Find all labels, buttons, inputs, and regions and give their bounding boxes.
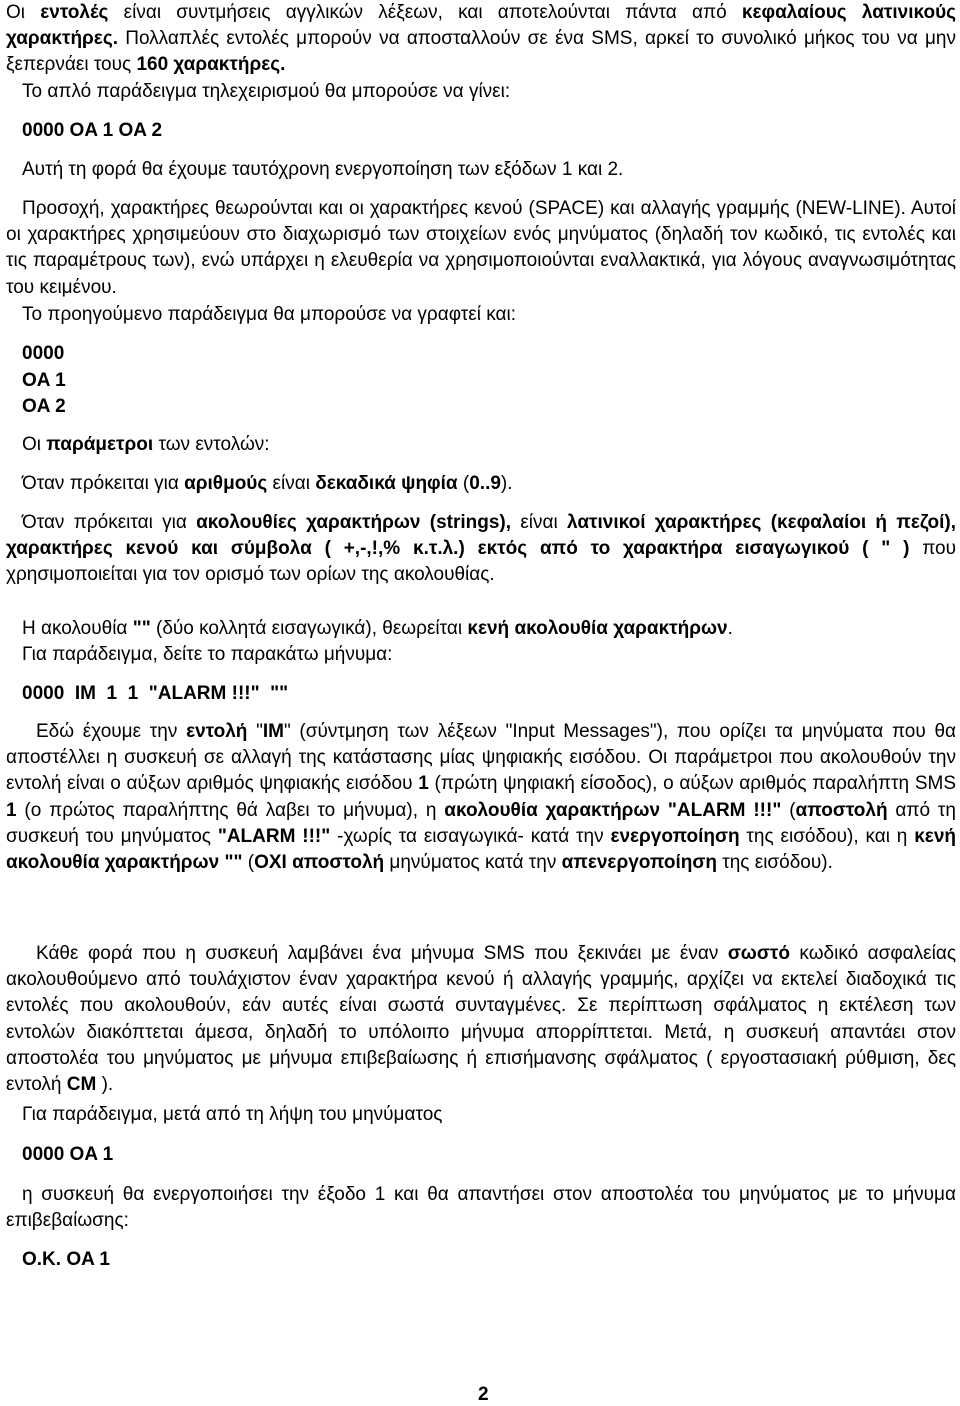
- text-run: των εντολών:: [153, 434, 270, 455]
- bold-run: εντολές: [40, 2, 109, 23]
- text-run: από τη συσκευή του μηνύματος: [6, 799, 956, 847]
- text-run: Πολλαπλές εντολές μπορούν να αποσταλλούν σε ένα SMS, αρκεί το συνολικό μήκος του να μην ξεπερνάει τους: [6, 28, 956, 76]
- page-number: 2: [478, 1384, 489, 1405]
- bold-run: 160 χαρακτήρες.: [136, 54, 286, 76]
- parameters-heading: [22, 432, 960, 458]
- text-run: της εισόδου), και η: [739, 825, 915, 847]
- text-run: .: [727, 618, 733, 639]
- separator-paragraph: Προσοχή, χαρακτήρες θεωρούνται και οι χαρακτήρες κενού (SPACE) και αλλαγής γραμμής (NEW-LINE). Αυτοί οι χαρακτήρες χρησιμεύουν στο διαχωρισμό των στοιχείων ενός μηνύματος (δηλαδή τον κωδικό, τις εντολές και τις παραμέτρους των), ενώ υπάρχει η ελευθερία να χρησιμοποιούνται εναλλακτικά, για λόγους αναγνωσιμότητας του κειμένου.: [6, 198, 956, 298]
- text-run: είναι συντμήσεις αγγλικών λέξεων, και αποτελούνται πάντα από: [108, 2, 742, 23]
- bold-run: "": [132, 618, 151, 639]
- bold-run: κενή ακολουθία χαρακτήρων: [467, 618, 728, 639]
- text-run: μηνύματος κατά την: [384, 852, 562, 874]
- text-run: Όταν πρόκειται για: [22, 512, 197, 533]
- multiline-line: OA 1: [22, 369, 66, 391]
- numbers-rule: [22, 471, 960, 497]
- bold-run: CM: [66, 1074, 97, 1096]
- bold-run: εντολή: [186, 721, 248, 742]
- text-run: Οι: [6, 2, 41, 23]
- multiline-line: 0000: [22, 343, 65, 364]
- bold-run: αποστολή: [795, 799, 888, 821]
- reply-example-intro: Για παράδειγμα, μετά από τη λήψη του μηνύματος: [22, 1104, 443, 1125]
- text-run: ": [247, 721, 263, 742]
- text-run: Εδώ έχουμε την: [36, 721, 187, 742]
- bold-run: δεκαδικά ψηφία: [315, 473, 458, 494]
- text-run: (: [781, 799, 796, 821]
- text-run: -χωρίς τα εισαγωγικά- κατά την: [330, 825, 611, 847]
- message-example-command: 0000 IM 1 1 "ALARM !!!" "": [22, 683, 289, 704]
- bold-run: σωστό: [727, 943, 790, 964]
- text-run: (: [242, 852, 255, 874]
- bold-run: απενεργοποίηση: [561, 852, 717, 874]
- text-run: είναι: [511, 512, 567, 533]
- bold-run: 1: [6, 799, 17, 821]
- reply-example-response: O.K. OA 1: [22, 1249, 110, 1270]
- processing-paragraph: [6, 941, 956, 1098]
- reply-example-text: η συσκευή θα ενεργοποιήσει την έξοδο 1 και θα απαντήσει στον αποστολέα του μηνύματος με το μήνυμα επιβεβαίωσης:: [6, 1184, 956, 1232]
- text-run: (ο πρώτος παραλήπτης θά λαβει το μήνυμα), η: [16, 799, 445, 821]
- bold-run: αριθμούς: [184, 473, 268, 494]
- im-explanation: [6, 719, 956, 876]
- text-run: Κάθε φορά που η συσκευή λαμβάνει ένα μήνυμα SMS που ξεκινάει με έναν: [36, 943, 728, 964]
- bold-run: κεφαλαίους λατινικούς χαρακτήρες.: [6, 2, 957, 50]
- strings-rule: [6, 510, 956, 589]
- bold-run: λατινικοί χαρακτήρες (κεφαλαίοι ή πεζοί), χαρακτήρες κενού και σύμβολα ( +,-,!,% κ.τ.λ.) εκτός από το χαρακτήρα εισαγωγικού ( " ): [6, 512, 957, 560]
- text-run: ).: [500, 473, 513, 494]
- text-run: Οι: [22, 434, 47, 455]
- bold-run: 0..9: [469, 473, 501, 494]
- bold-run: κενή ακολουθία χαρακτήρων "": [6, 825, 956, 874]
- text-run: Η ακολουθία: [22, 618, 133, 639]
- text-run: κωδικό ασφαλείας ακολουθούμενο από τουλάχιστον έναν χαρακτήρα κενού ή αλλαγής γραμμής, αρχίζει να εκτελεί διαδοχικά τις εντολές που ακολουθούν, εάν αυτές είναι σωστά συνταγμένες. Σε περίπτωση σφάλματος η εκτέλεση των εντολών διακόπτεται άμεσα, δηλαδή το υπόλοιπο μήνυμα απορρίπτεται. Μετά, η συσκευή απαντάει στον αποστολέα του μηνύματος με μήνυμα επιβεβαίωσης ή επισήμανσης σφάλματος ( εργοστασιακή ρύθμιση, δες εντολή: [6, 943, 956, 1096]
- bold-run: "ALARM !!!": [217, 825, 331, 847]
- text-run: (πρώτη ψηφιακή είσοδος), ο αύξων αριθμός παραλήπτη SMS: [428, 773, 957, 795]
- commands-paragraph: [6, 0, 956, 79]
- text-run: ).: [96, 1074, 114, 1096]
- empty-string-rule: [22, 616, 960, 642]
- text-run: της εισόδου).: [716, 852, 833, 874]
- bold-run: ακολουθίες χαρακτήρων (strings),: [196, 512, 512, 533]
- reply-example-command: 0000 OA 1: [22, 1144, 114, 1165]
- text-run: (: [457, 473, 470, 494]
- bold-run: παράμετροι: [46, 434, 154, 455]
- multiline-line: OA 2: [22, 396, 66, 417]
- text-run: (δύο κολλητά εισαγωγικά), θεωρείται: [150, 618, 468, 639]
- simple-example-note: Αυτή τη φορά θα έχουμε ταυτόχρονη ενεργοποίηση των εξόδων 1 και 2.: [22, 159, 624, 180]
- bold-run: IM: [262, 721, 284, 742]
- bold-run: ενεργοποίηση: [610, 825, 740, 847]
- text-run: " (σύντμηση των λέξεων "Input Messages"), που ορίζει τα μηνύματα που θα αποστέλλει η συσκευή σε αλλαγή της κατάστασης μίας ψηφιακής εισόδου. Οι παράμετροι που ακολουθούν την εντολή είναι ο αύξων αριθμός ψηφιακής εισόδου: [6, 721, 956, 795]
- text-run: Όταν πρόκειται για: [22, 473, 185, 494]
- message-example-intro: Για παράδειγμα, δείτε το παρακάτω μήνυμα:: [22, 644, 393, 665]
- text-run: είναι: [267, 473, 316, 494]
- bold-run: ΟΧΙ αποστολή: [254, 852, 385, 874]
- simple-example-command: 0000 OA 1 OA 2: [22, 120, 163, 141]
- bold-run: 1: [418, 773, 429, 795]
- multiline-example-intro: Το προηγούμενο παράδειγμα θα μπορούσε να γραφτεί και:: [22, 304, 516, 325]
- bold-run: ακολουθία χαρακτήρων "ALARM !!!": [444, 799, 782, 821]
- multiline-example-command: [22, 341, 960, 421]
- simple-example-intro: Το απλό παράδειγμα τηλεχειρισμού θα μπορούσε να γίνει:: [22, 81, 511, 102]
- text-run: που χρησιμοποιείται για τον ορισμό των ορίων της ακολουθίας.: [6, 538, 957, 586]
